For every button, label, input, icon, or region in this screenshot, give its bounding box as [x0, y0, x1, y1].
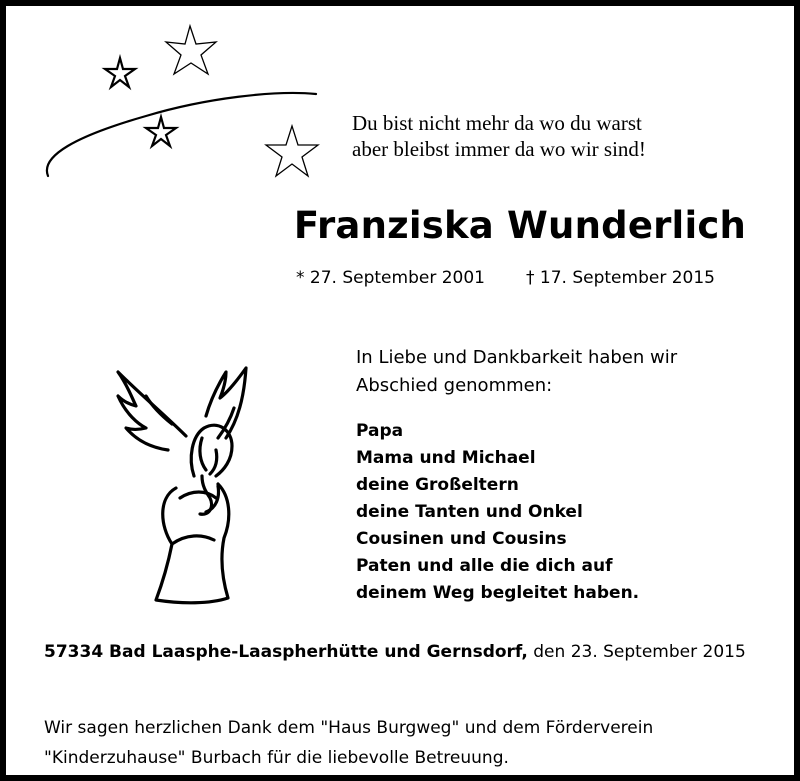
place: 57334 Bad Laasphe-Laaspherhütte und Gernsdorf,	[44, 642, 528, 662]
star-outline-icon	[166, 26, 216, 74]
star-outline-icon	[146, 117, 176, 146]
mourner-item: Papa	[356, 421, 404, 441]
mourner-item: deine Tanten und Onkel	[356, 502, 583, 522]
quote-line: Du bist nicht mehr da wo du warst	[352, 111, 642, 135]
thanks-note	[44, 713, 653, 773]
praying-angel-icon	[106, 358, 266, 608]
place-and-date	[44, 642, 746, 662]
thanks-line: Wir sagen herzlichen Dank dem "Haus Burgweg" und dem Förderverein	[44, 718, 654, 738]
date: den 23. September 2015	[527, 642, 746, 662]
star-outline-icon	[266, 126, 318, 176]
intro-text	[356, 344, 677, 400]
shooting-star-icon	[36, 18, 336, 198]
mourner-item: Mama und Michael	[356, 448, 536, 468]
birth-date: * 27. September 2001	[296, 268, 485, 288]
intro-line: In Liebe und Dankbarkeit haben wir	[356, 347, 678, 368]
mourner-item: deinem Weg begleitet haben.	[356, 583, 640, 603]
mourner-item: Cousinen und Cousins	[356, 529, 567, 549]
mourners-list	[356, 418, 639, 607]
thanks-line: "Kinderzuhause" Burbach für die liebevolle Betreuung.	[44, 748, 509, 768]
deceased-name: Franziska Wunderlich	[293, 204, 746, 247]
star-outline-icon	[105, 58, 135, 87]
death-date: † 17. September 2015	[526, 268, 715, 288]
intro-line: Abschied genommen:	[356, 375, 553, 396]
mourner-item: deine Großeltern	[356, 475, 519, 495]
mourner-item: Paten und alle die dich auf	[356, 556, 613, 576]
quote	[352, 110, 646, 162]
quote-line: aber bleibst immer da wo wir sind!	[352, 137, 646, 161]
